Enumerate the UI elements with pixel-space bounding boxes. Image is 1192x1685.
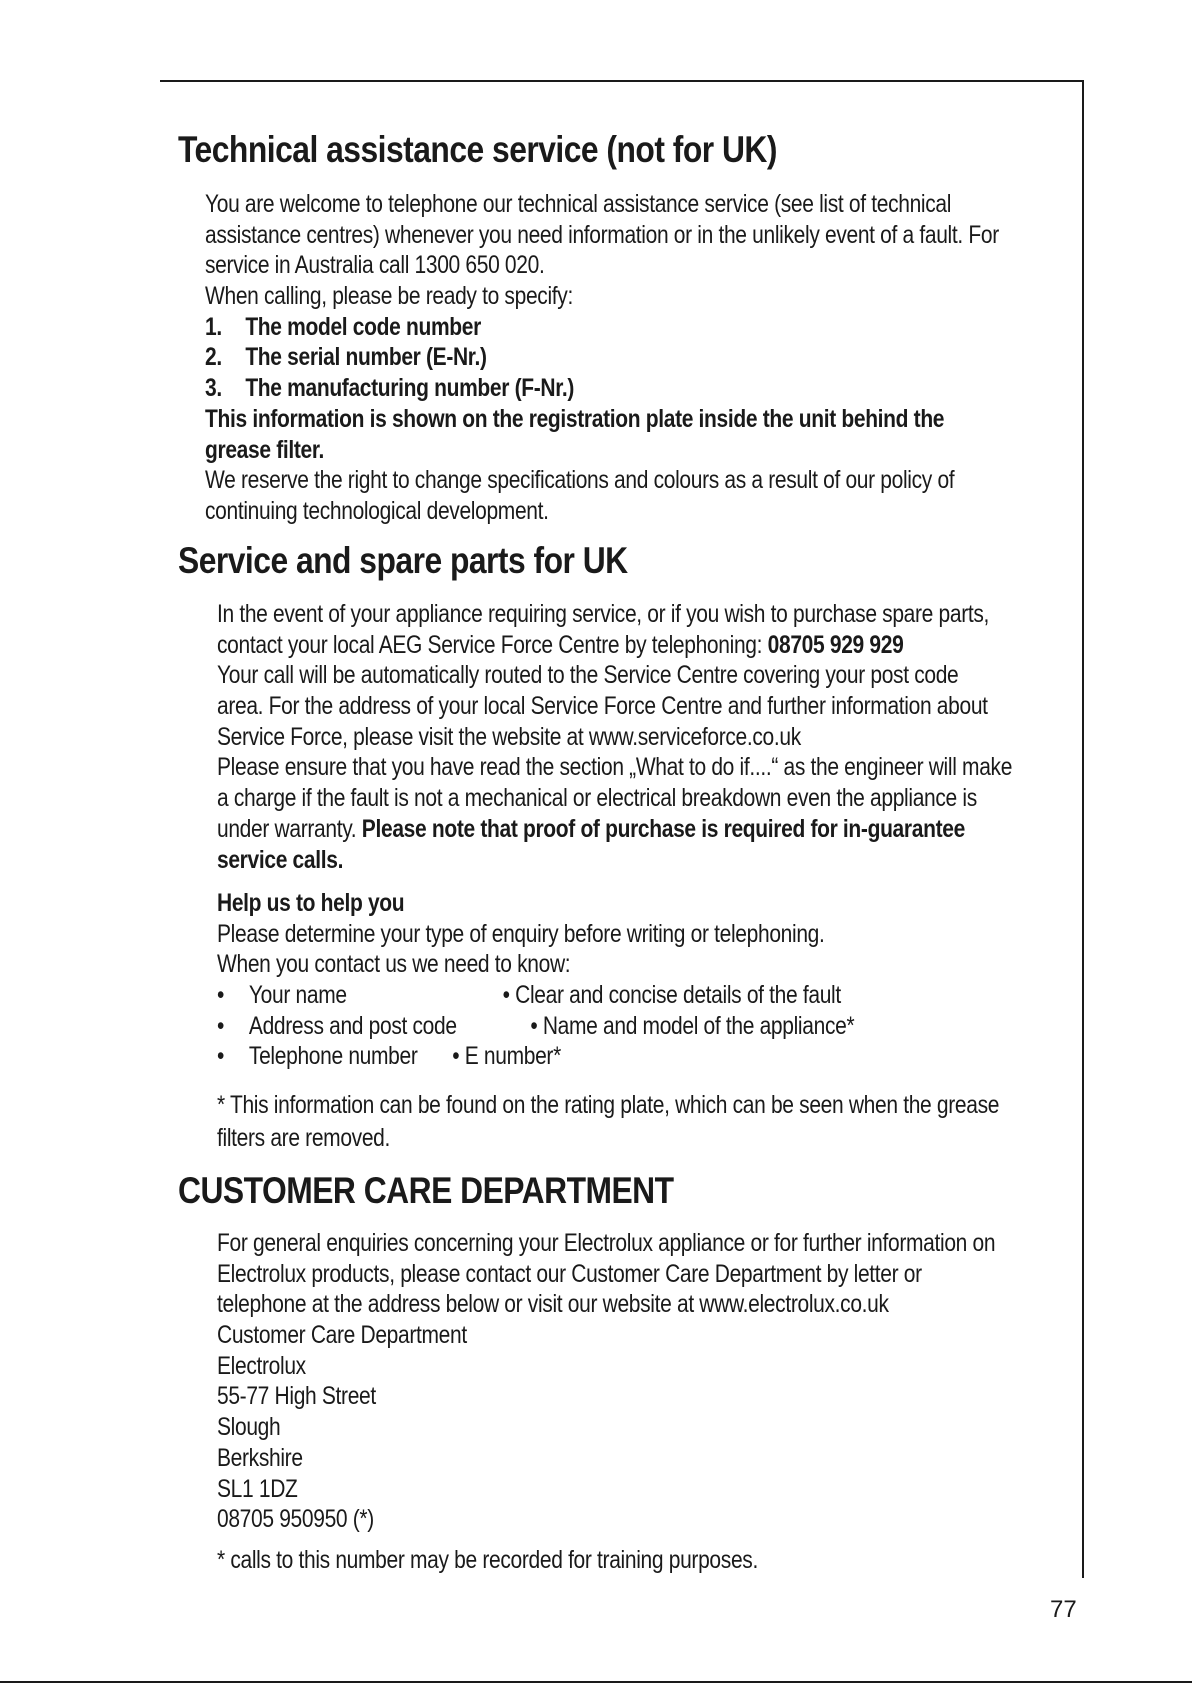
address-line: SL1 1DZ	[217, 1474, 298, 1503]
body-line: You are welcome to telephone our technical assistance service (see list of technical	[205, 190, 952, 218]
body-line: In the event of your appliance requiring service, or if you wish to purchase spare parts,	[217, 600, 990, 628]
service-phone-number: 08705 929 929	[767, 630, 904, 659]
address-line: 55-77 High Street	[217, 1382, 376, 1411]
technical-service-body	[205, 189, 999, 527]
body-line: For general enquiries concerning your Electrolux appliance or for further information on	[217, 1229, 996, 1257]
footnote-line: * This information can be found on the rating plate, which can be seen when the grease	[217, 1091, 1000, 1119]
body-line: contact your local AEG Service Force Centre by telephoning: 08705 929 929	[217, 630, 904, 659]
body-line: a charge if the fault is not a mechanical or electrical breakdown even the appliance is	[217, 784, 977, 813]
address-line: 08705 950950 (*)	[217, 1505, 374, 1534]
body-line: service in Australia call 1300 650 020.	[205, 251, 545, 280]
help-section	[217, 888, 854, 1072]
body-line: When you contact us we need to know:	[217, 950, 571, 979]
customer-care-footnote: * calls to this number may be recorded for training purposes.	[217, 1546, 758, 1574]
body-line: assistance centres) whenever you need information or in the unlikely event of a fault. For	[205, 220, 999, 249]
bullet-row: • Telephone number • E number*	[217, 1042, 561, 1071]
body-line: area. For the address of your local Service Force Centre and further information about	[217, 692, 988, 721]
help-footnote	[217, 1089, 999, 1155]
body-line: under warranty. Please note that proof of purchase is required for in-guarantee	[217, 814, 965, 843]
bullet-row: • Your name • Clear and concise details of the fault	[217, 981, 841, 1010]
technical-service-heading: Technical assistance service (not for UK)	[178, 129, 777, 170]
list-item: 1. The model code number	[205, 312, 481, 341]
proof-note: Please note that proof of purchase is required for in-guarantee	[361, 814, 965, 843]
body-line: Your call will be automatically routed to the Service Centre covering your post code	[217, 661, 959, 690]
body-line: Electrolux products, please contact our Customer Care Department by letter or	[217, 1259, 922, 1288]
proof-note: service calls.	[217, 845, 344, 874]
uk-service-heading: Service and spare parts for UK	[178, 540, 628, 581]
address-line: Electrolux	[217, 1351, 306, 1380]
body-line: Please ensure that you have read the section „What to do if....“ as the engineer will make	[217, 753, 1013, 782]
body-line: When calling, please be ready to specify:	[205, 282, 573, 311]
bottom-rule	[0, 1681, 1192, 1683]
help-heading: Help us to help you	[217, 889, 405, 917]
footnote-line: filters are removed.	[217, 1124, 391, 1152]
registration-note: This information is shown on the registration plate inside the unit behind the	[205, 404, 945, 433]
body-line: Please determine your type of enquiry before writing or telephoning.	[217, 919, 825, 948]
uk-service-body	[217, 599, 1012, 875]
customer-care-body	[217, 1228, 995, 1535]
address-line: Slough	[217, 1413, 281, 1442]
body-line: Service Force, please visit the website at www.serviceforce.co.uk	[217, 722, 801, 751]
right-rule	[1082, 80, 1084, 1578]
reserve-line: continuing technological development.	[205, 496, 549, 525]
list-item: 3. The manufacturing number (F-Nr.)	[205, 374, 575, 403]
list-item: 2. The serial number (E-Nr.)	[205, 343, 487, 372]
reserve-line: We reserve the right to change specifications and colours as a result of our policy of	[205, 466, 955, 495]
address-line: Berkshire	[217, 1443, 303, 1472]
bullet-row: • Address and post code • Name and model of the appliance*	[217, 1011, 855, 1040]
body-line: telephone at the address below or visit our website at www.electrolux.co.uk	[217, 1290, 889, 1319]
customer-care-heading: CUSTOMER CARE DEPARTMENT	[178, 1170, 674, 1211]
address-line: Customer Care Department	[217, 1321, 467, 1350]
page-number: 77	[1050, 1596, 1077, 1623]
top-rule	[160, 80, 1084, 82]
registration-note: grease filter.	[205, 435, 325, 464]
